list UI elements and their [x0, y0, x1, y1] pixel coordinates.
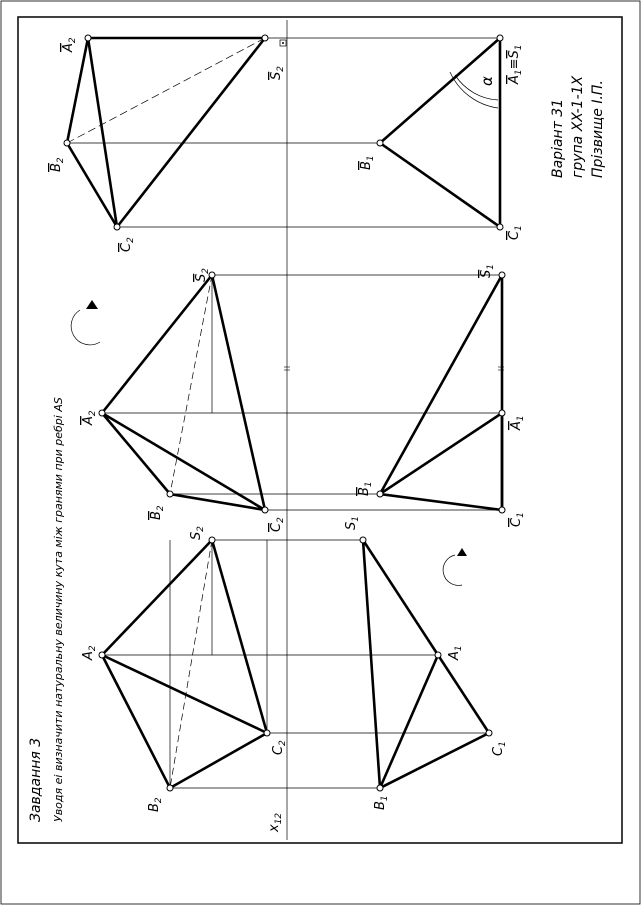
- axis-x12-label: $x_{12}$: [267, 812, 284, 832]
- diagram-original: [99, 537, 492, 791]
- label-B2-bar: $B_2$: [149, 505, 166, 520]
- angle-alpha-label: α: [478, 76, 496, 86]
- label-B2: $B_2$: [147, 797, 164, 812]
- task-title: Завдання 3: [28, 737, 44, 822]
- task-text: Уводя ei визначити натуральну величину кута між гранями при ребрі AS: [52, 397, 65, 822]
- label-S1: $S_1$: [344, 516, 361, 530]
- label-B1-dbar: $B_1$: [359, 155, 376, 170]
- label-A1-equals-S1: $A_1\equiv S_1$: [507, 44, 524, 84]
- label-C1-dbar: $C_1$: [507, 225, 524, 240]
- inner-frame: [18, 17, 622, 843]
- label-C2: $C_2$: [271, 740, 288, 755]
- label-A2-dbar: $A_2$: [61, 37, 78, 52]
- label-A1-bar: $A_1$: [509, 415, 526, 430]
- label-C2-dbar: $C_2$: [119, 237, 136, 252]
- label-A2: $A_2$: [81, 645, 98, 660]
- surname-label: Прізвище І.П.: [590, 80, 606, 178]
- group-label: група XX-1-1X: [570, 75, 586, 178]
- label-S2-dbar: $S_2$: [269, 66, 286, 80]
- label-B1-bar: $B_1$: [357, 481, 374, 496]
- label-A1: $A_1$: [447, 645, 464, 660]
- label-S2-bar: $S_2$: [194, 268, 211, 282]
- label-S2: $S_2$: [189, 526, 206, 540]
- label-C1: $C_1$: [491, 741, 508, 756]
- label-S1-bar: $S_1$: [479, 264, 496, 278]
- label-A2-bar: $A_2$: [81, 410, 98, 425]
- outer-border: [1, 1, 640, 904]
- diagram-transformed-1: [71, 272, 505, 513]
- label-C2-bar: $C_2$: [269, 517, 286, 532]
- diagram-transformed-2: [64, 35, 503, 230]
- label-C1-bar: $C_1$: [509, 512, 526, 527]
- variant-label: Варіант 31: [550, 98, 566, 178]
- label-B2-dbar: $B_2$: [49, 157, 66, 172]
- label-B1: $B_1$: [373, 795, 390, 810]
